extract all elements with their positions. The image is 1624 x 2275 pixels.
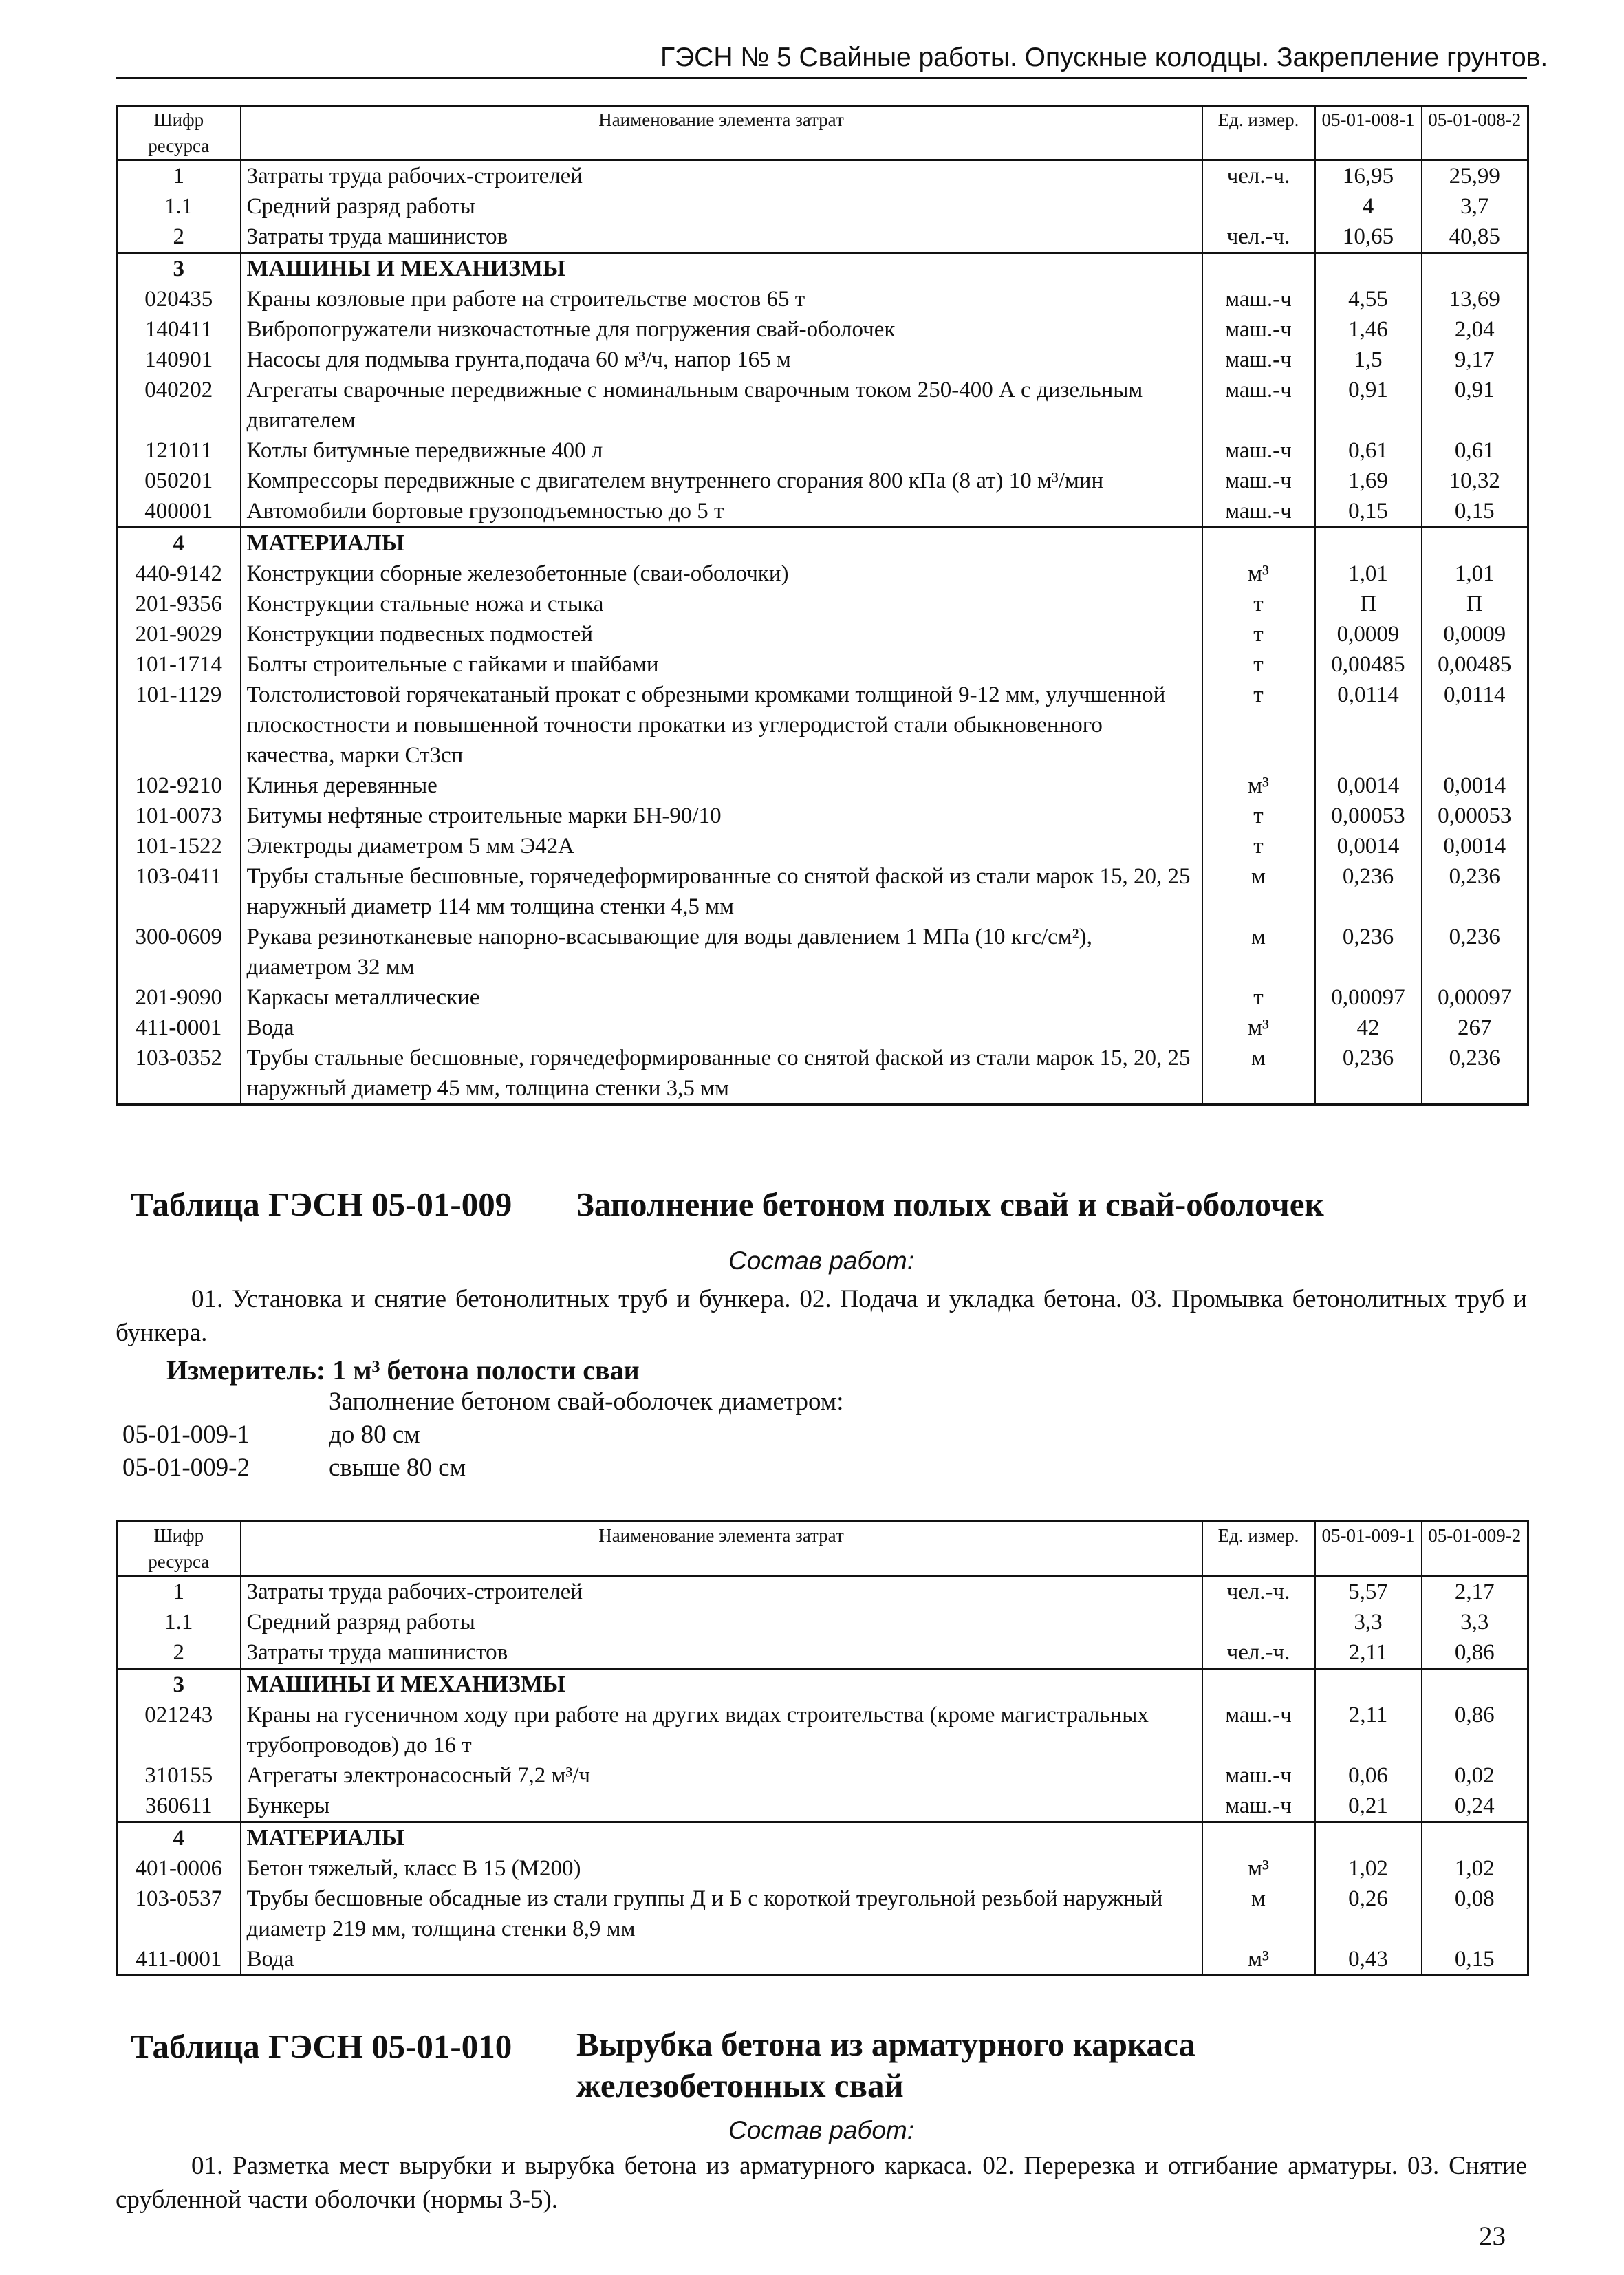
variant-code: 05-01-009-1 [122, 1421, 250, 1449]
table-row [117, 466, 1528, 496]
cell-name: Вибропогружатели низкочастотные для погружения свай-оболочек [241, 314, 1202, 345]
table-row [117, 589, 1528, 619]
cell-value-2: 0,91 [1422, 375, 1528, 435]
cell-unit: маш.-ч [1202, 1791, 1315, 1822]
table-row [117, 1700, 1528, 1760]
cell-name: МАТЕРИАЛЫ [241, 1822, 1202, 1854]
sostav-label-010: Состав работ: [728, 2116, 915, 2144]
cell-value-1: 0,43 [1315, 1944, 1422, 1976]
cell-code: 310155 [117, 1760, 241, 1791]
cell-unit: м [1202, 1043, 1315, 1105]
cell-unit: маш.-ч [1202, 345, 1315, 375]
cell-value-2: П [1422, 589, 1528, 619]
section-row [117, 1822, 1528, 1854]
cell-unit: т [1202, 831, 1315, 861]
cell-value-1: 0,00485 [1315, 649, 1422, 680]
header-col1: 05-01-009-1 [1315, 1522, 1422, 1576]
cell-value-2 [1422, 253, 1528, 285]
table-title-010-line1: Вырубка бетона из арматурного каркаса [576, 2025, 1195, 2063]
cell-name: Автомобили бортовые грузоподъемностью до 5 т [241, 496, 1202, 528]
cell-code: 1.1 [117, 191, 241, 222]
cell-name: Затраты труда машинистов [241, 222, 1202, 253]
cell-value-1: 0,21 [1315, 1791, 1422, 1822]
cell-code: 440-9142 [117, 559, 241, 589]
cell-value-2 [1422, 1669, 1528, 1701]
cell-unit: маш.-ч [1202, 314, 1315, 345]
cell-value-2: 3,7 [1422, 191, 1528, 222]
cell-code: 411-0001 [117, 1013, 241, 1043]
cell-code: 201-9090 [117, 982, 241, 1013]
table-label-010: Таблица ГЭСН 05-01-010 [131, 2027, 512, 2065]
cell-code: 201-9029 [117, 619, 241, 649]
cell-name: Рукава резинотканевые напорно-всасывающие для воды давлением 1 МПа (10 кгс/см²), диаметром 32 мм [241, 922, 1202, 982]
cell-name: Бетон тяжелый, класс В 15 (М200) [241, 1853, 1202, 1884]
cell-code: 1.1 [117, 1607, 241, 1637]
cell-code: 121011 [117, 435, 241, 466]
cell-name: Бункеры [241, 1791, 1202, 1822]
cell-code: 4 [117, 528, 241, 559]
cell-code: 020435 [117, 284, 241, 314]
cell-name: Толстолистовой горячекатаный прокат с обрезными кромками толщиной 9-12 мм, улучшенной плоскостности и повышенной точности прокатки из углеродистой стали обыкновенного качества, марки Ст3сп [241, 680, 1202, 770]
cell-value-1: 2,11 [1315, 1637, 1422, 1669]
cell-value-2: 0,00053 [1422, 801, 1528, 831]
cell-name: Трубы стальные бесшовные, горячедеформированные со снятой фаской из стали марок 15, 20, 25 наружный диаметр 114 мм толщина стенки 4,5 мм [241, 861, 1202, 922]
cell-value-2: 0,86 [1422, 1637, 1528, 1669]
table-row [117, 680, 1528, 770]
table-row [117, 314, 1528, 345]
table-row [117, 559, 1528, 589]
cell-value-2: 1,01 [1422, 559, 1528, 589]
table-row [117, 435, 1528, 466]
cell-value-1: 4,55 [1315, 284, 1422, 314]
header-col2: 05-01-009-2 [1422, 1522, 1528, 1576]
cell-unit: маш.-ч [1202, 284, 1315, 314]
cell-code: 101-0073 [117, 801, 241, 831]
table-row [117, 831, 1528, 861]
cell-value-2: 2,17 [1422, 1576, 1528, 1608]
cell-name: Конструкции сборные железобетонные (сваи-оболочки) [241, 559, 1202, 589]
cell-code: 102-9210 [117, 770, 241, 801]
cell-code: 1 [117, 1576, 241, 1608]
table-row [117, 1853, 1528, 1884]
cell-name: Битумы нефтяные строительные марки БН-90/10 [241, 801, 1202, 831]
cell-value-1: 0,0014 [1315, 770, 1422, 801]
cell-unit: м³ [1202, 770, 1315, 801]
cell-code: 360611 [117, 1791, 241, 1822]
header-code: Шифр ресурса [117, 106, 241, 160]
cell-value-1: 0,00097 [1315, 982, 1422, 1013]
sostav-text-010: 01. Разметка мест вырубки и вырубка бетона из арматурного каркаса. 02. Перерезка и отгибание арматуры. 03. Снятие срубленной части оболочки (нормы 3-5). [116, 2152, 1527, 2214]
header-col2: 05-01-008-2 [1422, 106, 1528, 160]
table-row [117, 1637, 1528, 1669]
table-row [117, 1944, 1528, 1976]
cell-unit: м [1202, 1884, 1315, 1944]
table-row [117, 160, 1528, 192]
cell-value-2 [1422, 528, 1528, 559]
cell-value-2: 0,15 [1422, 496, 1528, 528]
table-row [117, 1607, 1528, 1637]
izmeritel-009: Измеритель: 1 м³ бетона полости сваи [166, 1355, 640, 1386]
cell-code: 4 [117, 1822, 241, 1854]
cell-name: Трубы бесшовные обсадные из стали группы Д и Б с короткой треугольной резьбой наружный диаметр 219 мм, толщина стенки 8,9 мм [241, 1884, 1202, 1944]
cell-unit: т [1202, 619, 1315, 649]
table-row [117, 191, 1528, 222]
cell-unit: м³ [1202, 1013, 1315, 1043]
cell-name: Котлы битумные передвижные 400 л [241, 435, 1202, 466]
cell-unit [1202, 253, 1315, 285]
cell-unit: м³ [1202, 559, 1315, 589]
cell-code: 103-0411 [117, 861, 241, 922]
table-row [117, 1884, 1528, 1944]
cell-name: Каркасы металлические [241, 982, 1202, 1013]
table-header-row [117, 1522, 1528, 1576]
cell-unit: т [1202, 680, 1315, 770]
cell-name: Электроды диаметром 5 мм Э42А [241, 831, 1202, 861]
cell-value-2: 0,61 [1422, 435, 1528, 466]
cell-value-1: 0,91 [1315, 375, 1422, 435]
table-row [117, 284, 1528, 314]
cell-value-1: 0,236 [1315, 861, 1422, 922]
cell-name: Средний разряд работы [241, 191, 1202, 222]
header-unit: Ед. измер. [1202, 1522, 1315, 1576]
cell-name: Вода [241, 1944, 1202, 1976]
cell-code: 050201 [117, 466, 241, 496]
cell-value-2: 0,00097 [1422, 982, 1528, 1013]
cell-unit: т [1202, 982, 1315, 1013]
cell-code: 2 [117, 1637, 241, 1669]
cell-value-2: 0,00485 [1422, 649, 1528, 680]
cell-value-2: 3,3 [1422, 1607, 1528, 1637]
header-unit: Ед. измер. [1202, 106, 1315, 160]
cell-value-2: 0,24 [1422, 1791, 1528, 1822]
cell-unit: маш.-ч [1202, 1760, 1315, 1791]
table-row [117, 1791, 1528, 1822]
cell-unit: м³ [1202, 1944, 1315, 1976]
cell-unit: маш.-ч [1202, 466, 1315, 496]
table-row [117, 770, 1528, 801]
section-row [117, 1669, 1528, 1701]
cell-value-2: 9,17 [1422, 345, 1528, 375]
table-body [117, 160, 1528, 1105]
cell-name: Болты строительные с гайками и шайбами [241, 649, 1202, 680]
cell-name: Затраты труда рабочих-строителей [241, 1576, 1202, 1608]
cell-unit [1202, 1607, 1315, 1637]
cell-code: 101-1522 [117, 831, 241, 861]
cell-value-2: 0,0009 [1422, 619, 1528, 649]
cell-value-1 [1315, 253, 1422, 285]
cell-value-1: 0,00053 [1315, 801, 1422, 831]
header-name: Наименование элемента затрат [241, 106, 1202, 160]
cell-unit: т [1202, 589, 1315, 619]
header-code: Шифр ресурса [117, 1522, 241, 1576]
cell-name: Насосы для подмыва грунта,подача 60 м³/ч, напор 165 м [241, 345, 1202, 375]
cell-unit [1202, 191, 1315, 222]
cell-value-1: 1,69 [1315, 466, 1422, 496]
cell-value-1: 1,02 [1315, 1853, 1422, 1884]
cell-value-1: 0,15 [1315, 496, 1422, 528]
cell-value-1: 1,46 [1315, 314, 1422, 345]
header-rule [116, 77, 1527, 79]
table-row [117, 496, 1528, 528]
table-row [117, 801, 1528, 831]
cell-code: 101-1129 [117, 680, 241, 770]
cell-name: Компрессоры передвижные с двигателем внутреннего сгорания 800 кПа (8 ат) 10 м³/мин [241, 466, 1202, 496]
cell-value-1: 0,236 [1315, 922, 1422, 982]
cell-unit [1202, 528, 1315, 559]
cell-value-1: 1,5 [1315, 345, 1422, 375]
cell-name: Агрегаты сварочные передвижные с номинальным сварочным током 250-400 А с дизельным двигателем [241, 375, 1202, 435]
cell-unit [1202, 1669, 1315, 1701]
cell-value-2: 0,236 [1422, 861, 1528, 922]
table-row [117, 619, 1528, 649]
table-title-009: Заполнение бетоном полых свай и свай-оболочек [576, 1185, 1324, 1223]
cell-value-2: 267 [1422, 1013, 1528, 1043]
cell-value-1 [1315, 528, 1422, 559]
cell-value-2: 0,0014 [1422, 831, 1528, 861]
cell-code: 103-0537 [117, 1884, 241, 1944]
cell-value-1: 0,06 [1315, 1760, 1422, 1791]
table-row [117, 1760, 1528, 1791]
cell-unit: т [1202, 649, 1315, 680]
table-row [117, 1043, 1528, 1105]
cell-code: 040202 [117, 375, 241, 435]
cell-unit: чел.-ч. [1202, 1576, 1315, 1608]
table-row [117, 345, 1528, 375]
cell-name: Средний разряд работы [241, 1607, 1202, 1637]
variant-code: 05-01-009-2 [122, 1454, 250, 1482]
variant-desc: свыше 80 см [329, 1454, 466, 1482]
cell-code: 140901 [117, 345, 241, 375]
table-row [117, 222, 1528, 253]
cell-value-1: 42 [1315, 1013, 1422, 1043]
cell-value-2: 1,02 [1422, 1853, 1528, 1884]
cell-value-2: 0,236 [1422, 1043, 1528, 1105]
table-row [117, 922, 1528, 982]
cell-value-1: 0,236 [1315, 1043, 1422, 1105]
cell-code: 411-0001 [117, 1944, 241, 1976]
cell-value-1: 0,0014 [1315, 831, 1422, 861]
cell-value-2: 0,0114 [1422, 680, 1528, 770]
section-row [117, 528, 1528, 559]
cell-value-1: 16,95 [1315, 160, 1422, 192]
table-row [117, 649, 1528, 680]
cell-name: МАТЕРИАЛЫ [241, 528, 1202, 559]
cell-name: Затраты труда машинистов [241, 1637, 1202, 1669]
cell-value-2: 10,32 [1422, 466, 1528, 496]
cell-code: 101-1714 [117, 649, 241, 680]
cell-code: 103-0352 [117, 1043, 241, 1105]
cell-value-2: 0,0014 [1422, 770, 1528, 801]
cell-value-1: 3,3 [1315, 1607, 1422, 1637]
cell-name: Краны козловые при работе на строительстве мостов 65 т [241, 284, 1202, 314]
cell-unit: м³ [1202, 1853, 1315, 1884]
cell-value-2 [1422, 1822, 1528, 1854]
cell-value-2: 13,69 [1422, 284, 1528, 314]
table-row [117, 375, 1528, 435]
cell-name: Конструкции подвесных подмостей [241, 619, 1202, 649]
cell-code: 3 [117, 253, 241, 285]
cell-name: Конструкции стальные ножа и стыка [241, 589, 1202, 619]
cell-name: Трубы стальные бесшовные, горячедеформированные со снятой фаской из стали марок 15, 20, 25 наружный диаметр 45 мм, толщина стенки 3,5 мм [241, 1043, 1202, 1105]
cell-name: МАШИНЫ И МЕХАНИЗМЫ [241, 253, 1202, 285]
cell-code: 1 [117, 160, 241, 192]
cell-value-1: 4 [1315, 191, 1422, 222]
cell-value-2: 40,85 [1422, 222, 1528, 253]
cell-value-1: 0,0114 [1315, 680, 1422, 770]
cell-name: Краны на гусеничном ходу при работе на других видах строительства (кроме магистральных трубопроводов) до 16 т [241, 1700, 1202, 1760]
cell-value-1: 2,11 [1315, 1700, 1422, 1760]
cell-code: 300-0609 [117, 922, 241, 982]
running-header: ГЭСН № 5 Свайные работы. Опускные колодцы. Закрепление грунтов. [660, 43, 1548, 72]
cell-value-1: 0,26 [1315, 1884, 1422, 1944]
cell-value-2: 0,02 [1422, 1760, 1528, 1791]
cell-code: 401-0006 [117, 1853, 241, 1884]
cell-name: Агрегаты электронасосный 7,2 м³/ч [241, 1760, 1202, 1791]
cell-code: 2 [117, 222, 241, 253]
table-row [117, 861, 1528, 922]
sostav-label-009: Состав работ: [728, 1247, 915, 1275]
cell-value-1: 10,65 [1315, 222, 1422, 253]
cell-code: 400001 [117, 496, 241, 528]
cell-unit: т [1202, 801, 1315, 831]
cell-unit: маш.-ч [1202, 496, 1315, 528]
cell-name: Затраты труда рабочих-строителей [241, 160, 1202, 192]
cell-value-1: 0,0009 [1315, 619, 1422, 649]
variant-desc: до 80 см [329, 1421, 420, 1449]
cell-value-2: 0,08 [1422, 1884, 1528, 1944]
table-label-009: Таблица ГЭСН 05-01-009 [131, 1185, 512, 1223]
cell-unit: чел.-ч. [1202, 222, 1315, 253]
resource-table-009 [116, 1520, 1529, 1976]
cell-value-2: 0,236 [1422, 922, 1528, 982]
page-number: 23 [1479, 2221, 1506, 2251]
table-body [117, 1576, 1528, 1976]
cell-name: МАШИНЫ И МЕХАНИЗМЫ [241, 1669, 1202, 1701]
table-row [117, 982, 1528, 1013]
variant-intro: Заполнение бетоном свай-оболочек диаметром: [329, 1388, 844, 1416]
table-title-010-line2: железобетонных свай [576, 2067, 904, 2104]
cell-value-1 [1315, 1669, 1422, 1701]
cell-value-2: 0,86 [1422, 1700, 1528, 1760]
cell-value-1 [1315, 1822, 1422, 1854]
cell-code: 201-9356 [117, 589, 241, 619]
cell-value-2: 0,15 [1422, 1944, 1528, 1976]
cell-name: Вода [241, 1013, 1202, 1043]
table-header-row [117, 106, 1528, 160]
cell-value-2: 2,04 [1422, 314, 1528, 345]
cell-name: Клинья деревянные [241, 770, 1202, 801]
section-row [117, 253, 1528, 285]
cell-unit: м [1202, 922, 1315, 982]
cell-code: 021243 [117, 1700, 241, 1760]
cell-unit: чел.-ч. [1202, 1637, 1315, 1669]
cell-value-1: 0,61 [1315, 435, 1422, 466]
cell-value-2: 25,99 [1422, 160, 1528, 192]
cell-code: 3 [117, 1669, 241, 1701]
table-row [117, 1576, 1528, 1608]
cell-code: 140411 [117, 314, 241, 345]
resource-table-008 [116, 105, 1529, 1106]
header-name: Наименование элемента затрат [241, 1522, 1202, 1576]
cell-value-1: 5,57 [1315, 1576, 1422, 1608]
cell-value-1: П [1315, 589, 1422, 619]
cell-unit: чел.-ч. [1202, 160, 1315, 192]
cell-unit: маш.-ч [1202, 435, 1315, 466]
cell-unit: м [1202, 861, 1315, 922]
cell-unit [1202, 1822, 1315, 1854]
header-col1: 05-01-008-1 [1315, 106, 1422, 160]
table-row [117, 1013, 1528, 1043]
sostav-text-009: 01. Установка и снятие бетонолитных труб и бункера. 02. Подача и укладка бетона. 03. Промывка бетонолитных труб и бункера. [116, 1285, 1527, 1347]
cell-unit: маш.-ч [1202, 1700, 1315, 1760]
cell-value-1: 1,01 [1315, 559, 1422, 589]
cell-unit: маш.-ч [1202, 375, 1315, 435]
